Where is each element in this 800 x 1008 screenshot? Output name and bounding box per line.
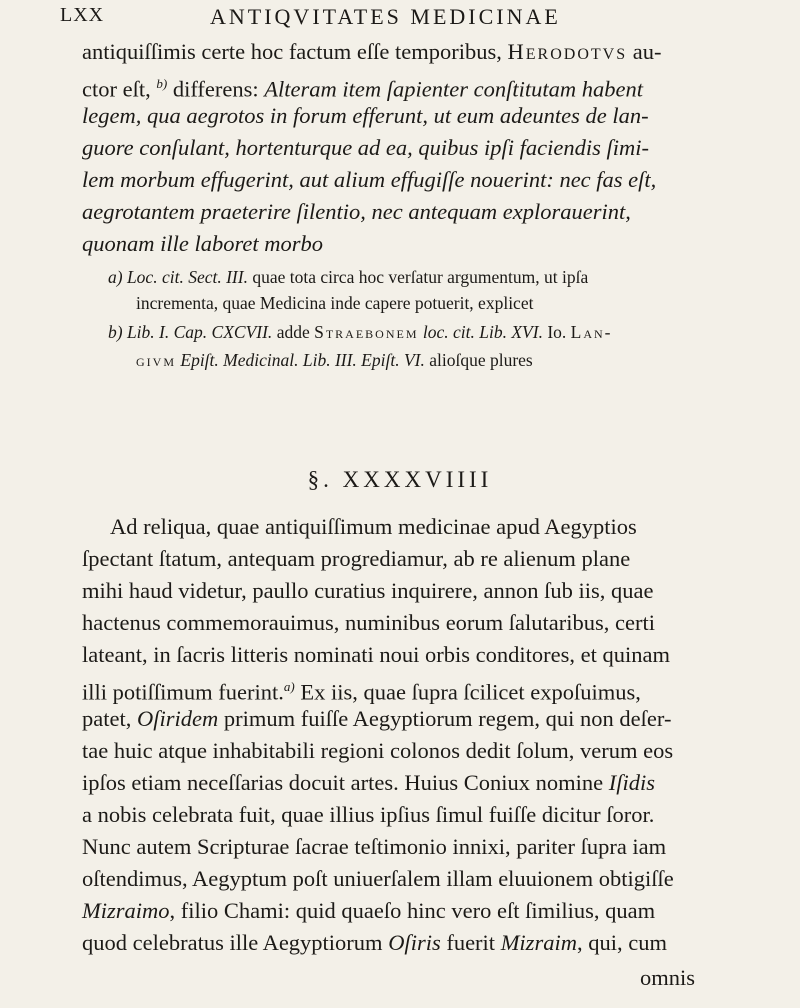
footnote-b-continued	[136, 349, 533, 371]
text-line: oſtendimus, Aegyptum poſt uniuerſalem illam eluuionem obtigiſſe	[82, 866, 674, 891]
proper-name: Mizraim	[500, 930, 577, 955]
text-run: differens:	[167, 76, 265, 102]
author-name: givm	[136, 350, 176, 370]
text-run: antiquiſſimis certe hoc factum eſſe temporibus,	[82, 39, 508, 64]
author-name: Lan-	[570, 322, 613, 342]
footnote-text: Io.	[542, 322, 571, 342]
text-line: lateant, in ſacris litteris nominati noui orbis conditores, et quinam	[82, 642, 670, 667]
footnote-text: quae tota circa hoc verſatur argumentum, ut ipſa	[247, 267, 589, 287]
quotation-line: legem, qua aegrotos in forum efferunt, ut eum adeuntes de lan-	[82, 103, 649, 128]
text-line	[82, 705, 671, 733]
text-run: quod celebratus ille Aegyptiorum	[82, 930, 389, 955]
text-line	[82, 897, 655, 925]
text-line	[82, 929, 667, 957]
text-run: fuerit	[440, 930, 501, 955]
text-line	[82, 38, 661, 66]
footnote-reference: Loc. cit. Sect. III.	[126, 267, 248, 287]
footnote-a	[108, 266, 588, 288]
footnote-marker: a)	[283, 679, 295, 694]
author-name: Straebonem	[314, 322, 419, 342]
page-number: LXX	[60, 4, 105, 26]
footnote-reference: loc. cit. Lib. XVI.	[418, 322, 543, 342]
running-title: ANTIQVITATES MEDICINAE	[210, 4, 561, 29]
text-run: au-	[627, 39, 662, 64]
text-run: ipſos etiam neceſſarias docuit artes. Huius Coniux nomine	[82, 770, 609, 795]
proper-name: Oſiris	[388, 930, 441, 955]
text-line: mihi haud videtur, paullo curatius inquirere, annon ſub iis, quae	[82, 578, 654, 603]
text-run: Ex iis, quae ſupra ſcilicet expoſuimus,	[294, 679, 641, 705]
footnote-reference: Epiſt. Medicinal. Lib. III. Epiſt. VI.	[176, 350, 425, 370]
footnote-reference: Lib. I. Cap. CXCVII.	[126, 322, 273, 342]
text-line: a nobis celebrata fuit, quae illius ipſius ſimul fuiſſe dicitur ſoror.	[82, 802, 655, 827]
footnote-marker: b)	[108, 322, 123, 342]
proper-name: Mizraimo	[82, 898, 170, 923]
text-run: patet,	[82, 706, 137, 731]
footnote-text: adde	[272, 322, 315, 342]
catchword: omnis	[640, 965, 696, 990]
text-line: hactenus commemorauimus, numinibus eorum ſalutaribus, certi	[82, 610, 655, 635]
text-line: Nunc autem Scripturae ſacrae teſtimonio innixi, pariter ſupra iam	[82, 834, 667, 859]
text-run: ctor eſt,	[82, 76, 157, 102]
section-heading: §. XXXXVIIII	[307, 467, 493, 492]
proper-name: Iſidis	[608, 770, 656, 795]
footnote-b	[108, 321, 613, 343]
proper-name: Oſiridem	[136, 706, 219, 731]
footnote-text: alioſque plures	[424, 350, 533, 370]
text-run: , qui, cum	[576, 930, 667, 955]
text-line	[82, 70, 643, 104]
footnote-marker: b)	[156, 76, 168, 91]
quotation-line: lem morbum effugerint, aut alium effugiſſe nouerint: nec fas eſt,	[82, 167, 657, 192]
quotation-line: quonam ille laboret morbo	[82, 231, 324, 256]
text-line	[82, 673, 641, 707]
quotation-line: aegrotantem praeterire ſilentio, nec antequam explorauerint,	[82, 199, 631, 224]
text-line	[82, 769, 655, 797]
quotation-text: Alteram item ſapienter conſtitutam habent	[264, 76, 643, 102]
footnote-marker: a)	[108, 267, 123, 287]
text-run: , filio Chami: quid quaeſo hinc vero eſt ſimilius, quam	[169, 898, 656, 923]
running-header	[60, 4, 760, 34]
text-line: Ad reliqua, quae antiquiſſimum medicinae apud Aegyptios	[110, 514, 637, 539]
quotation-line: guore conſulant, hortenturque ad ea, quibus ipſi faciendis ſimi-	[82, 135, 650, 160]
text-line: tae huic atque inhabitabili regioni colonos dedit ſolum, verum eos	[82, 738, 674, 763]
author-name: Herodotvs	[507, 39, 628, 64]
text-line: ſpectant ſtatum, antequam progrediamur, ab re alienum plane	[82, 546, 631, 571]
footnote-a-continued: incrementa, quae Medicina inde capere potuerit, explicet	[136, 293, 534, 313]
text-run: illi potiſſimum fuerint.	[82, 679, 284, 705]
text-run: primum fuiſſe Aegyptiorum regem, qui non deſer-	[218, 706, 672, 731]
